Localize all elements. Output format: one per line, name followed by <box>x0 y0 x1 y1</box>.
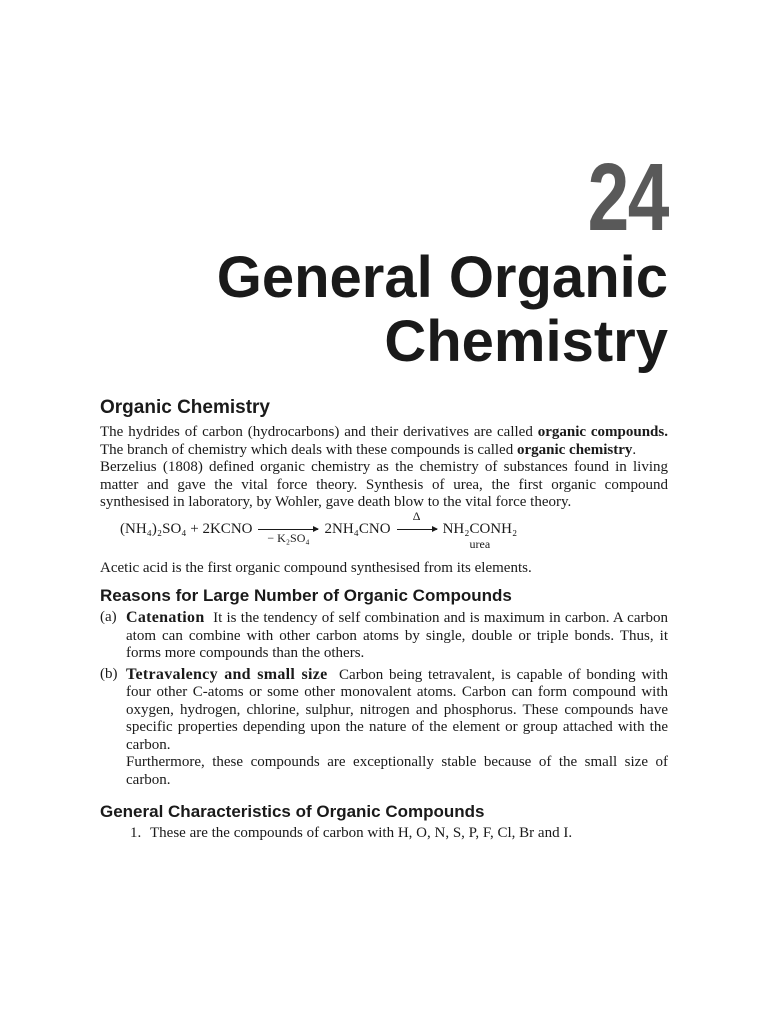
section-heading-organic-chemistry: Organic Chemistry <box>100 397 270 418</box>
paragraph-acetic-acid: Acetic acid is the first organic compound synthesised from its elements. <box>100 559 532 576</box>
list-marker: (b) <box>100 665 118 682</box>
arrow-icon <box>397 529 437 530</box>
equation-product <box>443 520 518 550</box>
list-item-catenation <box>100 609 668 663</box>
urea-synthesis-equation <box>120 508 668 554</box>
reaction-arrow-2 <box>397 508 437 530</box>
list-item-tetravalency <box>100 666 668 790</box>
list-body: Tetravalency and small size Carbon being tetravalent, is capable of bonding with four other C-atoms or some other monovalent atoms. Carbon can form compound with oxygen, hydrogen, chlorine, sulphur, nitrogen and phosphorus. These compounds have specific properties depending upon the nature of the element or group attached with the carbon. Furthermore, these compounds are exceptionally stable because of the small size of carbon. <box>126 665 669 788</box>
arrow-icon <box>258 529 318 530</box>
chapter-title-line1: General Organic <box>216 245 668 310</box>
arrow-byproduct: − K₂SO₄ <box>267 530 310 545</box>
equation-intermediate: 2NH₄CNO <box>324 520 391 537</box>
equation-reactants: (NH₄)₂SO₄ + 2KCNO <box>120 520 253 537</box>
section-heading-characteristics: General Characteristics of Organic Compounds <box>100 802 485 821</box>
term-organic-compounds: organic compounds. <box>537 424 668 440</box>
product-label: urea <box>469 536 491 551</box>
list-body: Catenation It is the tendency of self combination and is maximum in carbon. A carbon atom can combine with other carbon atoms by single, double or triple bonds. Thus, it forms more compounds than the others. <box>126 609 668 661</box>
product-formula: NH₂CONH₂ <box>442 520 518 537</box>
list-body: These are the compounds of carbon with H, O, N, S, P, F, Cl, Br and I. <box>150 825 573 841</box>
term-organic-chemistry: organic chemistry <box>516 441 633 458</box>
term-tetravalency: Tetravalency and small size <box>126 665 328 683</box>
list-body-continuation: Furthermore, these compounds are exceptionally stable because of the small size of carbon. <box>126 754 668 788</box>
chapter-title <box>217 246 668 374</box>
section-heading-reasons: Reasons for Large Number of Organic Compounds <box>100 586 512 605</box>
term-catenation: Catenation <box>126 609 205 626</box>
chapter-title-line2: Chemistry <box>384 309 668 374</box>
list-marker: 1. <box>130 825 142 841</box>
list-item-characteristic-1 <box>100 825 668 843</box>
paragraph-berzelius: Berzelius (1808) defined organic chemistry as the chemistry of substances found in living matter and gave the vital force theory. Synthesis of urea, the first organic compound synthesised in laboratory, by Wohler, gave death blow to the vital force theory. <box>100 459 668 510</box>
paragraph-organic-definition: The hydrides of carbon (hydrocarbons) and their derivatives are called organic compounds. The branch of chemistry which deals with these compounds is called organic chemistry. <box>100 424 668 458</box>
list-marker: (a) <box>100 609 117 625</box>
chapter-number: 24 <box>587 144 668 251</box>
reaction-arrow-1 <box>258 520 318 545</box>
arrow-heat-symbol: Δ <box>412 508 421 523</box>
page-content <box>100 396 668 843</box>
